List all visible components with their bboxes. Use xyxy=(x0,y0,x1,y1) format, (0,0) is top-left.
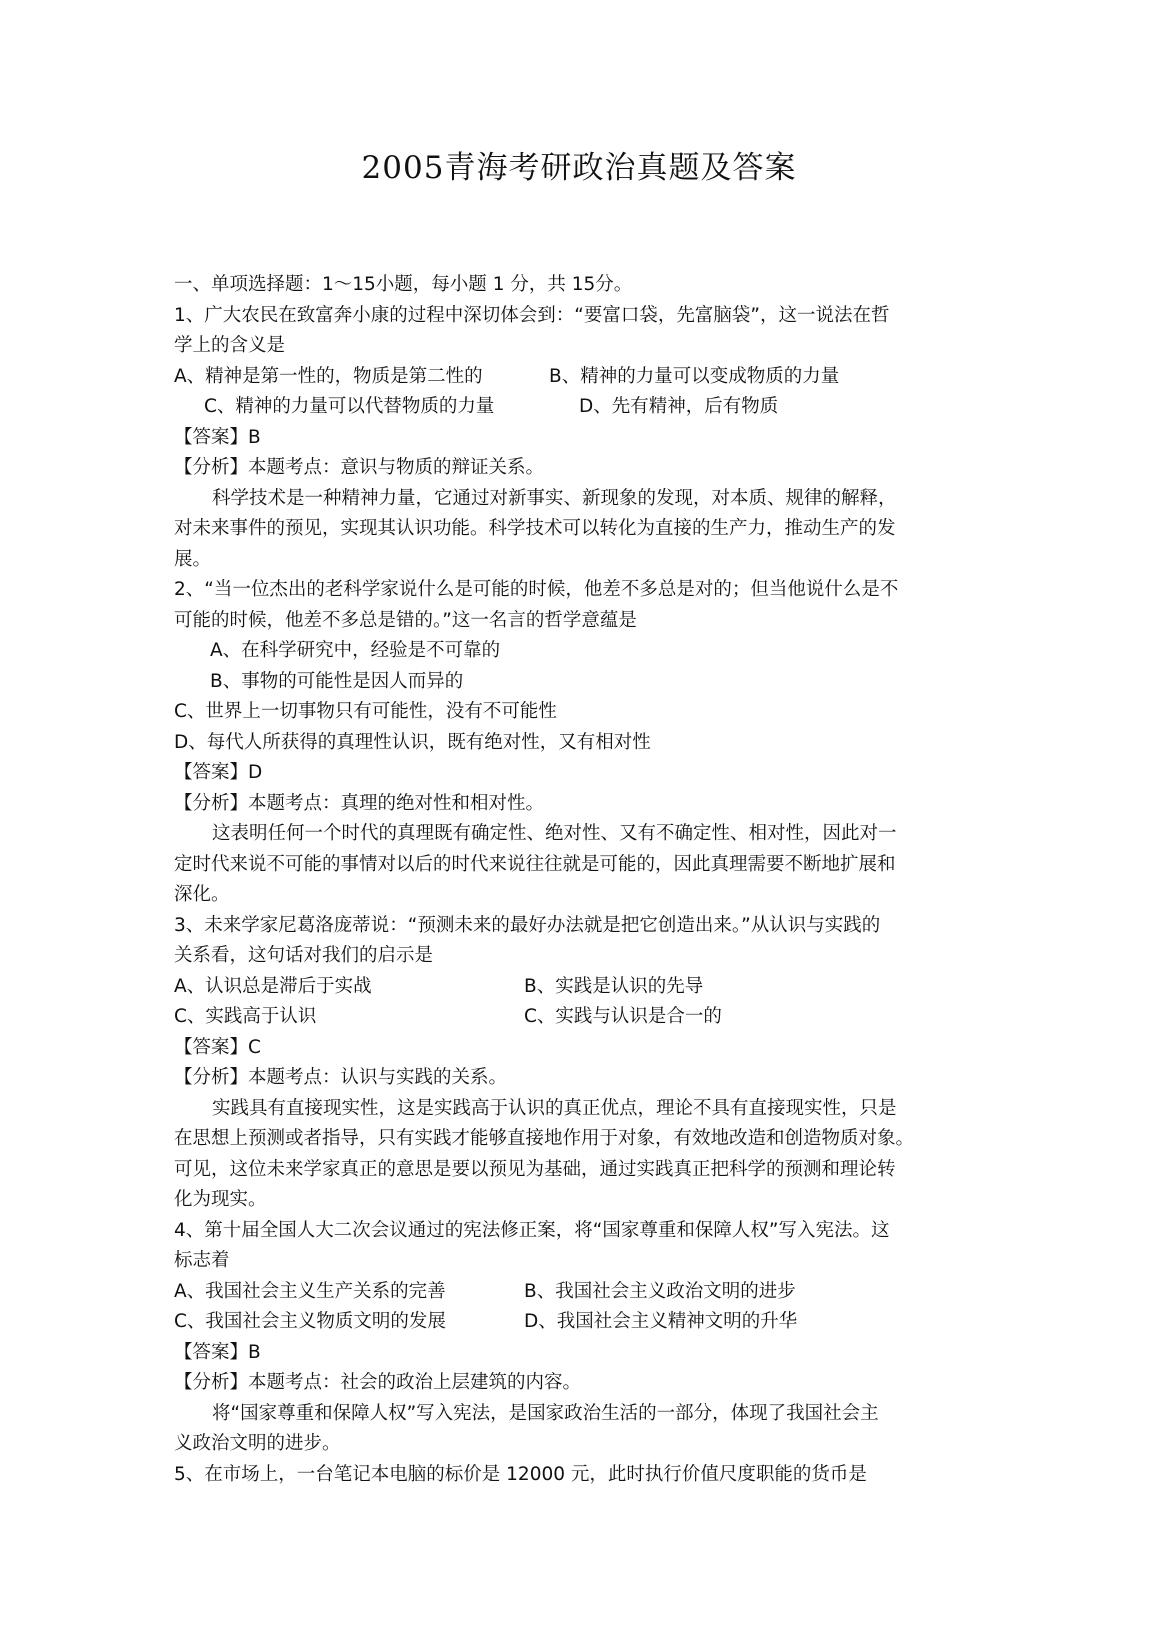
q3-option-c: C、实践高于认识 xyxy=(174,1006,317,1027)
q1-stem-line-2: 学上的含义是 xyxy=(174,335,286,356)
q2-explain-line-1: 这表明任何一个时代的真理既有确定性、绝对性、又有不确定性、相对性，因此对一 xyxy=(212,823,897,844)
q4-options-row-1 xyxy=(174,1277,1004,1308)
q4-option-d: D、我国社会主义精神文明的升华 xyxy=(524,1311,798,1332)
q2-explain-line-2: 定时代来说不可能的事情对以后的时代来说往往就是可能的，因此真理需要不断地扩展和 xyxy=(174,853,896,875)
q1-options-row-1 xyxy=(174,362,1004,393)
q2-option-d: D、每代人所获得的真理性认识，既有绝对性，又有相对性 xyxy=(174,731,651,753)
q3-explain-line-4: 化为现实。 xyxy=(174,1189,267,1210)
q1-options-row-2 xyxy=(174,392,1004,423)
q2-explain-line-3: 深化。 xyxy=(174,884,230,905)
q1-answer: 【答案】B xyxy=(174,426,261,448)
q1-stem-line-1: 1、广大农民在致富奔小康的过程中深切体会到：“要富口袋，先富脑袋”，这一说法在哲 xyxy=(174,304,890,326)
q3-option-b: B、实践是认识的先导 xyxy=(524,975,704,997)
q4-stem-line-1: 4、第十届全国人大二次会议通过的宪法修正案，将“国家尊重和保障人权”写入宪法。这 xyxy=(174,1219,890,1241)
q4-answer: 【答案】B xyxy=(174,1341,261,1363)
q4-stem-line-2: 标志着 xyxy=(174,1250,230,1271)
q1-analysis: 【分析】本题考点：意识与物质的辩证关系。 xyxy=(174,457,545,478)
q3-stem-line-2: 关系看，这句话对我们的启示是 xyxy=(174,945,434,966)
q2-option-a: A、在科学研究中，经验是不可靠的 xyxy=(210,640,501,661)
q4-option-c: C、我国社会主义物质文明的发展 xyxy=(174,1311,446,1332)
q4-option-a: A、我国社会主义生产关系的完善 xyxy=(174,1280,446,1302)
q4-analysis: 【分析】本题考点：社会的政治上层建筑的内容。 xyxy=(174,1372,582,1393)
q1-option-c: C、精神的力量可以代替物质的力量 xyxy=(204,396,495,417)
q4-option-b: B、我国社会主义政治文明的进步 xyxy=(524,1280,796,1302)
q3-analysis: 【分析】本题考点：认识与实践的关系。 xyxy=(174,1067,508,1088)
q1-explain-line-2: 对未来事件的预见，实现其认识功能。科学技术可以转化为直接的生产力，推动生产的发 xyxy=(174,518,896,539)
q4-options-row-2 xyxy=(174,1307,1004,1338)
q3-answer: 【答案】C xyxy=(174,1036,261,1058)
section-header: 一、单项选择题：1～15小题，每小题 1 分，共 15分。 xyxy=(174,274,633,295)
q3-explain-line-3: 可见，这位未来学家真正的意思是要以预见为基础，通过实践真正把科学的预测和理论转 xyxy=(174,1158,896,1180)
q2-option-c: C、世界上一切事物只有可能性，没有不可能性 xyxy=(174,701,557,722)
q2-option-b: B、事物的可能性是因人而异的 xyxy=(210,670,464,692)
q1-option-b: B、精神的力量可以变成物质的力量 xyxy=(549,365,840,387)
q3-option-a: A、认识总是滞后于实战 xyxy=(174,975,372,997)
q1-explain-line-3: 展。 xyxy=(174,548,212,570)
q2-stem-line-1: 2、“当一位杰出的老科学家说什么是可能的时候，他差不多总是对的；但当他说什么是不 xyxy=(174,579,899,600)
q3-explain-line-1: 实践具有直接现实性，这是实践高于认识的真正优点，理论不具有直接现实性，只是 xyxy=(212,1097,897,1119)
q4-explain-line-1: 将“国家尊重和保障人权”写入宪法，是国家政治生活的一部分，体现了我国社会主 xyxy=(212,1402,879,1424)
document-title: 2005青海考研政治真题及答案 xyxy=(361,150,797,186)
q3-options-row-1 xyxy=(174,972,1004,1003)
q3-stem-line-1: 3、未来学家尼葛洛庞蒂说：“预测未来的最好办法就是把它创造出来。”从认识与实践的 xyxy=(174,914,881,936)
q3-options-row-2 xyxy=(174,1002,1004,1033)
q4-explain-line-2: 义政治文明的进步。 xyxy=(174,1433,341,1454)
q2-answer: 【答案】D xyxy=(174,762,263,783)
q1-option-a: A、精神是第一性的，物质是第二性的 xyxy=(174,365,483,387)
q3-explain-line-2: 在思想上预测或者指导，只有实践才能够直接地作用于对象，有效地改造和创造物质对象。 xyxy=(174,1128,915,1149)
q5-stem-line-1: 5、在市场上，一台笔记本电脑的标价是 12000 元，此时执行价值尺度职能的货币是 xyxy=(174,1463,867,1485)
q2-stem-line-2: 可能的时候，他差不多总是错的。”这一名言的哲学意蕴是 xyxy=(174,609,637,631)
q1-option-d: D、先有精神，后有物质 xyxy=(579,396,779,417)
q2-analysis: 【分析】本题考点：真理的绝对性和相对性。 xyxy=(174,792,545,814)
q1-explain-line-1: 科学技术是一种精神力量，它通过对新事实、新现象的发现，对本质、规律的解释， xyxy=(212,487,897,509)
document-body xyxy=(174,270,1004,1490)
q3-option-d: C、实践与认识是合一的 xyxy=(524,1006,722,1027)
